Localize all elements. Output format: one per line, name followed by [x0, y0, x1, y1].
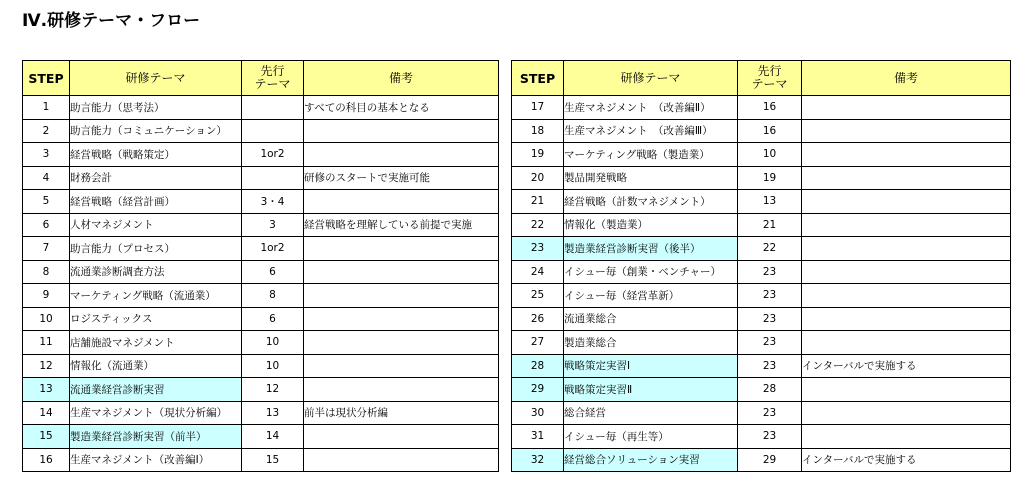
- table-row: [512, 331, 1011, 355]
- step-cell: 32: [512, 448, 564, 472]
- theme-cell: 経営戦略（戦略策定）: [70, 143, 242, 167]
- theme-cell: イシュー毎（創業・ベンチャー）: [564, 260, 738, 284]
- note-cell: [304, 331, 499, 355]
- step-cell: 14: [23, 401, 70, 425]
- table-row: [23, 96, 499, 120]
- note-cell: 経営戦略を理解している前提で実施: [304, 213, 499, 237]
- theme-cell: 戦略策定実習Ⅱ: [564, 378, 738, 402]
- theme-cell: 生産マネジメント （改善編Ⅲ）: [564, 119, 738, 143]
- table-row: [23, 331, 499, 355]
- step-cell: 17: [512, 96, 564, 120]
- training-table-left: [22, 60, 499, 472]
- theme-cell: 流通業診断調査方法: [70, 260, 242, 284]
- step-cell: 26: [512, 307, 564, 331]
- column-header-theme: 研修テーマ: [70, 61, 242, 96]
- table-row: [23, 401, 499, 425]
- step-cell: 22: [512, 213, 564, 237]
- note-cell: 前半は現状分析編: [304, 401, 499, 425]
- step-cell: 10: [23, 307, 70, 331]
- theme-cell: 流通業総合: [564, 307, 738, 331]
- table-row: [23, 378, 499, 402]
- note-cell: [802, 378, 1011, 402]
- theme-cell: 製品開発戦略: [564, 166, 738, 190]
- step-cell: 15: [23, 425, 70, 449]
- prerequisite-cell: [242, 96, 304, 120]
- note-cell: [802, 166, 1011, 190]
- note-cell: [802, 96, 1011, 120]
- column-header-prerequisite-line2: テーマ: [254, 77, 291, 91]
- prerequisite-cell: 19: [738, 166, 802, 190]
- step-cell: 1: [23, 96, 70, 120]
- table-header-row: [23, 61, 499, 96]
- note-cell: [304, 448, 499, 472]
- table-header-row: [512, 61, 1011, 96]
- table-row: [23, 213, 499, 237]
- step-cell: 29: [512, 378, 564, 402]
- note-cell: [802, 425, 1011, 449]
- table-row: [512, 119, 1011, 143]
- page-title: Ⅳ.研修テーマ・フロー: [22, 11, 201, 31]
- note-cell: [802, 401, 1011, 425]
- table-body-right: [512, 96, 1011, 472]
- note-cell: [802, 260, 1011, 284]
- theme-cell: 経営戦略（計数マネジメント）: [564, 190, 738, 214]
- note-cell: [304, 143, 499, 167]
- note-cell: [802, 143, 1011, 167]
- column-header-prerequisite-line2: テーマ: [751, 77, 788, 91]
- step-cell: 6: [23, 213, 70, 237]
- step-cell: 12: [23, 354, 70, 378]
- note-cell: [304, 237, 499, 261]
- prerequisite-cell: 1or2: [242, 237, 304, 261]
- column-header-note: 備考: [304, 61, 499, 96]
- training-table-right: [511, 60, 1011, 472]
- table-row: [512, 237, 1011, 261]
- prerequisite-cell: 23: [738, 354, 802, 378]
- prerequisite-cell: 23: [738, 331, 802, 355]
- column-header-theme: 研修テーマ: [564, 61, 738, 96]
- step-cell: 13: [23, 378, 70, 402]
- table-body-left: [23, 96, 499, 472]
- prerequisite-cell: 23: [738, 425, 802, 449]
- note-cell: [304, 119, 499, 143]
- prerequisite-cell: 3・4: [242, 190, 304, 214]
- note-cell: [802, 307, 1011, 331]
- theme-cell: ロジスティックス: [70, 307, 242, 331]
- table-row: [23, 190, 499, 214]
- note-cell: インターバルで実施する: [802, 354, 1011, 378]
- note-cell: インターバルで実施する: [802, 448, 1011, 472]
- table-row: [23, 119, 499, 143]
- prerequisite-cell: 6: [242, 307, 304, 331]
- theme-cell: 生産マネジメント（改善編Ⅰ）: [70, 448, 242, 472]
- step-cell: 30: [512, 401, 564, 425]
- table-row: [512, 143, 1011, 167]
- note-cell: [304, 354, 499, 378]
- note-cell: [802, 119, 1011, 143]
- theme-cell: 助言能力（プロセス）: [70, 237, 242, 261]
- table-row: [23, 448, 499, 472]
- note-cell: [802, 331, 1011, 355]
- table-row: [512, 260, 1011, 284]
- prerequisite-cell: 16: [738, 119, 802, 143]
- theme-cell: 生産マネジメント（現状分析編）: [70, 401, 242, 425]
- table-row: [512, 354, 1011, 378]
- note-cell: [802, 237, 1011, 261]
- prerequisite-cell: 8: [242, 284, 304, 308]
- table-row: [512, 307, 1011, 331]
- table-row: [23, 166, 499, 190]
- table-row: [512, 425, 1011, 449]
- prerequisite-cell: 12: [242, 378, 304, 402]
- prerequisite-cell: 10: [242, 331, 304, 355]
- theme-cell: 生産マネジメント （改善編Ⅱ）: [564, 96, 738, 120]
- prerequisite-cell: [242, 119, 304, 143]
- theme-cell: 流通業経営診断実習: [70, 378, 242, 402]
- prerequisite-cell: 29: [738, 448, 802, 472]
- step-cell: 19: [512, 143, 564, 167]
- prerequisite-cell: 16: [738, 96, 802, 120]
- table-row: [512, 96, 1011, 120]
- column-header-step: STEP: [512, 61, 564, 96]
- prerequisite-cell: 15: [242, 448, 304, 472]
- table-row: [23, 425, 499, 449]
- note-cell: すべての科目の基本となる: [304, 96, 499, 120]
- column-header-prerequisite: [738, 61, 802, 96]
- prerequisite-cell: 23: [738, 260, 802, 284]
- theme-cell: マーケティング戦略（製造業）: [564, 143, 738, 167]
- prerequisite-cell: 13: [738, 190, 802, 214]
- prerequisite-cell: 28: [738, 378, 802, 402]
- column-header-prerequisite-line1: 先行: [260, 64, 285, 78]
- step-cell: 20: [512, 166, 564, 190]
- note-cell: [304, 378, 499, 402]
- step-cell: 24: [512, 260, 564, 284]
- theme-cell: 総合経営: [564, 401, 738, 425]
- prerequisite-cell: 6: [242, 260, 304, 284]
- theme-cell: 助言能力（思考法）: [70, 96, 242, 120]
- step-cell: 27: [512, 331, 564, 355]
- column-header-step: STEP: [23, 61, 70, 96]
- note-cell: [304, 425, 499, 449]
- step-cell: 8: [23, 260, 70, 284]
- prerequisite-cell: 23: [738, 307, 802, 331]
- note-cell: [304, 284, 499, 308]
- table-row: [23, 307, 499, 331]
- prerequisite-cell: 22: [738, 237, 802, 261]
- table-row: [512, 448, 1011, 472]
- theme-cell: 助言能力（コミュニケーション）: [70, 119, 242, 143]
- step-cell: 23: [512, 237, 564, 261]
- table-row: [23, 143, 499, 167]
- theme-cell: 製造業経営診断実習（後半）: [564, 237, 738, 261]
- note-cell: [802, 284, 1011, 308]
- prerequisite-cell: 10: [242, 354, 304, 378]
- prerequisite-cell: 23: [738, 401, 802, 425]
- note-cell: [304, 190, 499, 214]
- step-cell: 31: [512, 425, 564, 449]
- column-header-prerequisite-line1: 先行: [757, 64, 782, 78]
- theme-cell: 人材マネジメント: [70, 213, 242, 237]
- step-cell: 11: [23, 331, 70, 355]
- table-row: [512, 401, 1011, 425]
- prerequisite-cell: 21: [738, 213, 802, 237]
- prerequisite-cell: 23: [738, 284, 802, 308]
- prerequisite-cell: 13: [242, 401, 304, 425]
- step-cell: 16: [23, 448, 70, 472]
- step-cell: 4: [23, 166, 70, 190]
- table-row: [512, 213, 1011, 237]
- table-row: [512, 284, 1011, 308]
- step-cell: 25: [512, 284, 564, 308]
- step-cell: 7: [23, 237, 70, 261]
- prerequisite-cell: 1or2: [242, 143, 304, 167]
- step-cell: 3: [23, 143, 70, 167]
- prerequisite-cell: 10: [738, 143, 802, 167]
- column-header-note: 備考: [802, 61, 1011, 96]
- theme-cell: 情報化（製造業）: [564, 213, 738, 237]
- step-cell: 2: [23, 119, 70, 143]
- prerequisite-cell: [242, 166, 304, 190]
- column-header-prerequisite: [242, 61, 304, 96]
- note-cell: [304, 307, 499, 331]
- note-cell: [802, 213, 1011, 237]
- theme-cell: 製造業総合: [564, 331, 738, 355]
- theme-cell: マーケティング戦略（流通業）: [70, 284, 242, 308]
- step-cell: 5: [23, 190, 70, 214]
- prerequisite-cell: 3: [242, 213, 304, 237]
- prerequisite-cell: 14: [242, 425, 304, 449]
- theme-cell: 情報化（流通業）: [70, 354, 242, 378]
- table-row: [23, 237, 499, 261]
- theme-cell: 戦略策定実習Ⅰ: [564, 354, 738, 378]
- theme-cell: イシュー毎（経営革新）: [564, 284, 738, 308]
- note-cell: [304, 260, 499, 284]
- theme-cell: 店舗施設マネジメント: [70, 331, 242, 355]
- table-row: [512, 166, 1011, 190]
- step-cell: 9: [23, 284, 70, 308]
- theme-cell: 財務会計: [70, 166, 242, 190]
- table-row: [23, 354, 499, 378]
- step-cell: 28: [512, 354, 564, 378]
- theme-cell: 製造業経営診断実習（前半）: [70, 425, 242, 449]
- table-row: [512, 378, 1011, 402]
- step-cell: 21: [512, 190, 564, 214]
- theme-cell: イシュー毎（再生等）: [564, 425, 738, 449]
- note-cell: [802, 190, 1011, 214]
- theme-cell: 経営総合ソリューション実習: [564, 448, 738, 472]
- note-cell: 研修のスタートで実施可能: [304, 166, 499, 190]
- table-row: [23, 260, 499, 284]
- step-cell: 18: [512, 119, 564, 143]
- theme-cell: 経営戦略（経営計画）: [70, 190, 242, 214]
- table-row: [512, 190, 1011, 214]
- table-row: [23, 284, 499, 308]
